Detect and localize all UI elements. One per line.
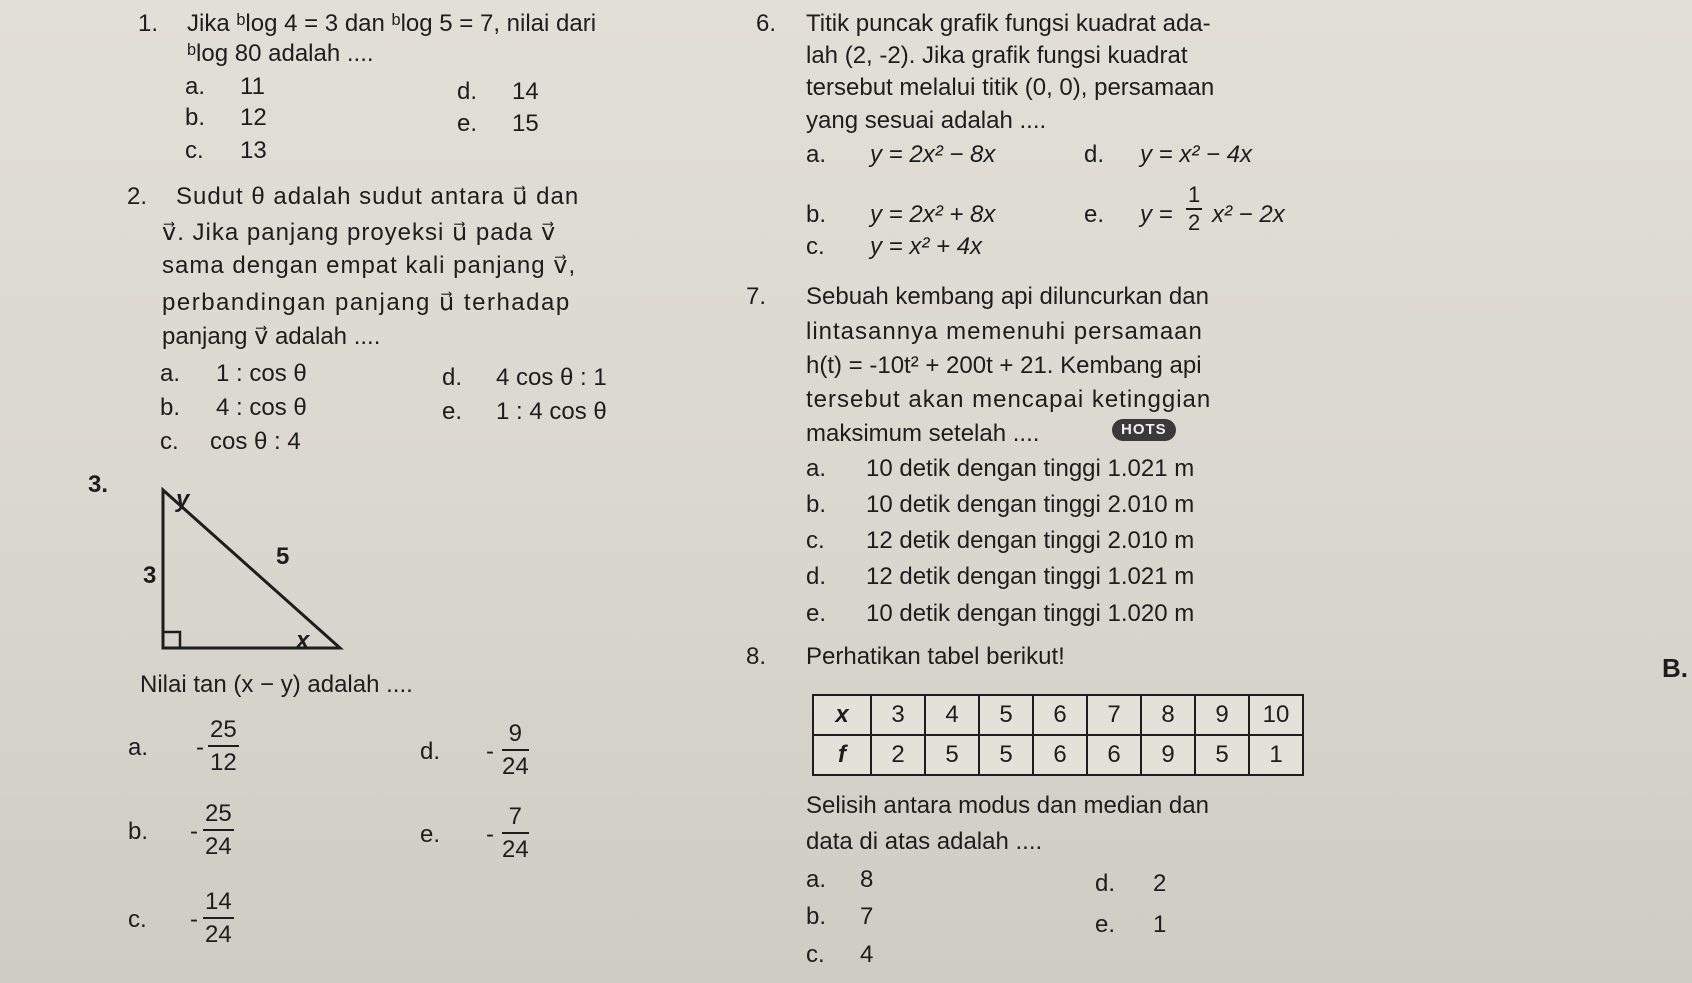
q6-option-e-post: x² − 2x [1212, 201, 1285, 228]
q8-line-1: Selisih antara modus dan median dan [806, 792, 1209, 819]
section-letter-b: B. [1662, 653, 1688, 683]
q7-option-b-letter: b. [806, 491, 827, 518]
q6-option-d-letter: d. [1084, 141, 1105, 168]
table-cell: 3 [871, 695, 925, 735]
q6-line-2: lah (2, -2). Jika grafik fungsi kuadrat [806, 42, 1188, 69]
q3-option-b-sign: - [190, 818, 198, 845]
q8-number: 8. [746, 643, 767, 670]
q8-option-a: 8 [860, 866, 874, 893]
q7-line-3: h(t) = -10t² + 200t + 21. Kembang api [806, 352, 1202, 379]
q7-line-1: Sebuah kembang api diluncurkan dan [806, 283, 1209, 310]
q1-option-b-letter: b. [185, 104, 206, 131]
q2-line-4: perbandingan panjang u⃗ terhadap [162, 289, 571, 316]
q3-option-e-letter: e. [420, 821, 441, 848]
q3-option-a-letter: a. [128, 734, 149, 761]
table-cell: 8 [1141, 695, 1195, 735]
table-cell: 6 [1033, 735, 1087, 775]
q1-option-d: 14 [512, 78, 539, 105]
q6-number: 6. [756, 10, 777, 37]
frequency-table [812, 694, 1304, 776]
q8-option-d: 2 [1153, 870, 1167, 897]
table-cell: 5 [979, 695, 1033, 735]
hots-badge: HOTS [1112, 419, 1176, 441]
q3-option-d-fraction [502, 719, 529, 783]
table-row-x [813, 695, 1303, 735]
table-row-f [813, 735, 1303, 775]
q2-line-5: panjang v⃗ adalah .... [162, 323, 381, 350]
table-cell: 9 [1195, 695, 1249, 735]
fraction-numerator: 7 [502, 802, 529, 834]
q7-option-e: 10 detik dengan tinggi 1.020 m [866, 600, 1195, 627]
q3-option-c-fraction [203, 887, 234, 951]
table-cell: 6 [1033, 695, 1087, 735]
triangle-label-y: y [176, 486, 190, 513]
table-cell: 5 [1195, 735, 1249, 775]
triangle-label-x: x [296, 627, 310, 654]
q2-option-e: 1 : 4 cos θ [496, 398, 607, 425]
table-cell: 9 [1141, 735, 1195, 775]
q3-option-e-fraction [502, 802, 529, 866]
q2-option-d-letter: d. [442, 364, 463, 391]
q2-line-2: v⃗. Jika panjang proyeksi u⃗ pada v⃗ [162, 219, 557, 246]
q6-option-a-letter: a. [806, 141, 827, 168]
q2-line-3: sama dengan empat kali panjang v⃗, [162, 252, 577, 279]
q1-option-c: 13 [240, 137, 267, 164]
q1-option-a: 11 [240, 73, 265, 100]
q6-option-b: y = 2x² + 8x [870, 201, 996, 228]
q2-option-d: 4 cos θ : 1 [496, 364, 607, 391]
q8-line-2: data di atas adalah .... [806, 828, 1043, 855]
triangle-label-3: 3 [143, 562, 157, 589]
table-cell: 4 [925, 695, 979, 735]
q8-option-a-letter: a. [806, 866, 827, 893]
q7-option-c: 12 detik dengan tinggi 2.010 m [866, 527, 1195, 554]
table-cell: 10 [1249, 695, 1303, 735]
q2-option-a: 1 : cos θ [216, 360, 307, 387]
q6-line-3: tersebut melalui titik (0, 0), persamaan [806, 74, 1215, 101]
q6-option-c: y = x² + 4x [870, 233, 983, 260]
q1-option-b: 12 [240, 104, 267, 131]
q7-option-b: 10 detik dengan tinggi 2.010 m [866, 491, 1195, 518]
fraction-denominator: 24 [205, 833, 232, 860]
q3-option-a-sign: - [196, 734, 204, 761]
q1-line-2: ᵇlog 80 adalah .... [187, 40, 374, 67]
q2-option-c: cos θ : 4 [210, 428, 301, 455]
table-cell: 6 [1087, 735, 1141, 775]
q8-option-e-letter: e. [1095, 911, 1116, 938]
fraction-numerator: 14 [203, 887, 234, 919]
q6-option-a: y = 2x² − 8x [870, 141, 996, 168]
fraction-numerator: 1 [1186, 182, 1202, 210]
q8-option-c: 4 [860, 941, 874, 968]
q2-option-b-letter: b. [160, 394, 181, 421]
q6-line-4: yang sesuai adalah .... [806, 107, 1047, 134]
q3-option-c-sign: - [190, 906, 198, 933]
q2-option-b: 4 : cos θ [216, 394, 307, 421]
q8-intro: Perhatikan tabel berikut! [806, 643, 1065, 670]
q3-option-d-sign: - [486, 738, 494, 765]
q6-line-1: Titik puncak grafik fungsi kuadrat ada- [806, 10, 1211, 37]
table-cell: 1 [1249, 735, 1303, 775]
fraction-denominator: 12 [210, 749, 237, 776]
fraction-numerator: 25 [208, 715, 239, 747]
q1-line-1: Jika ᵇlog 4 = 3 dan ᵇlog 5 = 7, nilai dari [187, 10, 597, 37]
fraction-denominator: 24 [502, 836, 529, 863]
q8-option-b-letter: b. [806, 903, 827, 930]
q2-option-c-letter: c. [160, 428, 179, 455]
table-cell: 2 [871, 735, 925, 775]
triangle-outline [163, 490, 340, 648]
q6-option-d: y = x² − 4x [1140, 141, 1253, 168]
q2-line-1: Sudut θ adalah sudut antara u⃗ dan [176, 183, 580, 210]
q6-option-b-letter: b. [806, 201, 827, 228]
q7-line-5: maksimum setelah .... [806, 420, 1040, 447]
q3-option-e-sign: - [486, 821, 494, 848]
q7-option-a-letter: a. [806, 455, 827, 482]
q2-option-e-letter: e. [442, 398, 463, 425]
triangle-label-5: 5 [276, 543, 290, 570]
table-header-f: f [813, 735, 871, 775]
q3-number: 3. [88, 471, 109, 498]
q2-number: 2. [127, 183, 148, 210]
q1-option-c-letter: c. [185, 137, 204, 164]
q6-option-c-letter: c. [806, 233, 825, 260]
q6-option-e-fraction [1186, 182, 1202, 236]
q7-option-d-letter: d. [806, 563, 827, 590]
fraction-denominator: 24 [502, 753, 529, 780]
q7-line-4: tersebut akan mencapai ketinggian [806, 386, 1212, 413]
fraction-denominator: 2 [1188, 210, 1201, 235]
q8-option-c-letter: c. [806, 941, 825, 968]
q1-option-e-letter: e. [457, 110, 478, 137]
q3-option-d-letter: d. [420, 738, 441, 765]
table-cell: 7 [1087, 695, 1141, 735]
fraction-denominator: 24 [205, 921, 232, 948]
q6-option-e-letter: e. [1084, 201, 1105, 228]
right-angle-marker [163, 632, 180, 648]
table-cell: 5 [979, 735, 1033, 775]
fraction-numerator: 25 [203, 799, 234, 831]
q1-option-e: 15 [512, 110, 539, 137]
q3-question: Nilai tan (x − y) adalah .... [140, 671, 413, 698]
q3-option-a-fraction [208, 715, 239, 779]
q1-number: 1. [138, 10, 159, 37]
q1-option-a-letter: a. [185, 73, 206, 100]
q8-option-d-letter: d. [1095, 870, 1116, 897]
q7-option-e-letter: e. [806, 600, 827, 627]
q3-option-b-fraction [203, 799, 234, 863]
fraction-numerator: 9 [502, 719, 529, 751]
q7-option-d: 12 detik dengan tinggi 1.021 m [866, 563, 1195, 590]
table-header-x: x [813, 695, 871, 735]
q6-option-e-pre: y = [1140, 201, 1173, 228]
q7-number: 7. [746, 283, 767, 310]
q7-line-2: lintasannya memenuhi persamaan [806, 318, 1203, 345]
q2-option-a-letter: a. [160, 360, 181, 387]
q8-option-b: 7 [860, 903, 874, 930]
q7-option-a: 10 detik dengan tinggi 1.021 m [866, 455, 1195, 482]
table-cell: 5 [925, 735, 979, 775]
q3-option-b-letter: b. [128, 818, 149, 845]
q1-option-d-letter: d. [457, 78, 478, 105]
q3-option-c-letter: c. [128, 906, 147, 933]
q8-option-e: 1 [1153, 911, 1167, 938]
q7-option-c-letter: c. [806, 527, 825, 554]
